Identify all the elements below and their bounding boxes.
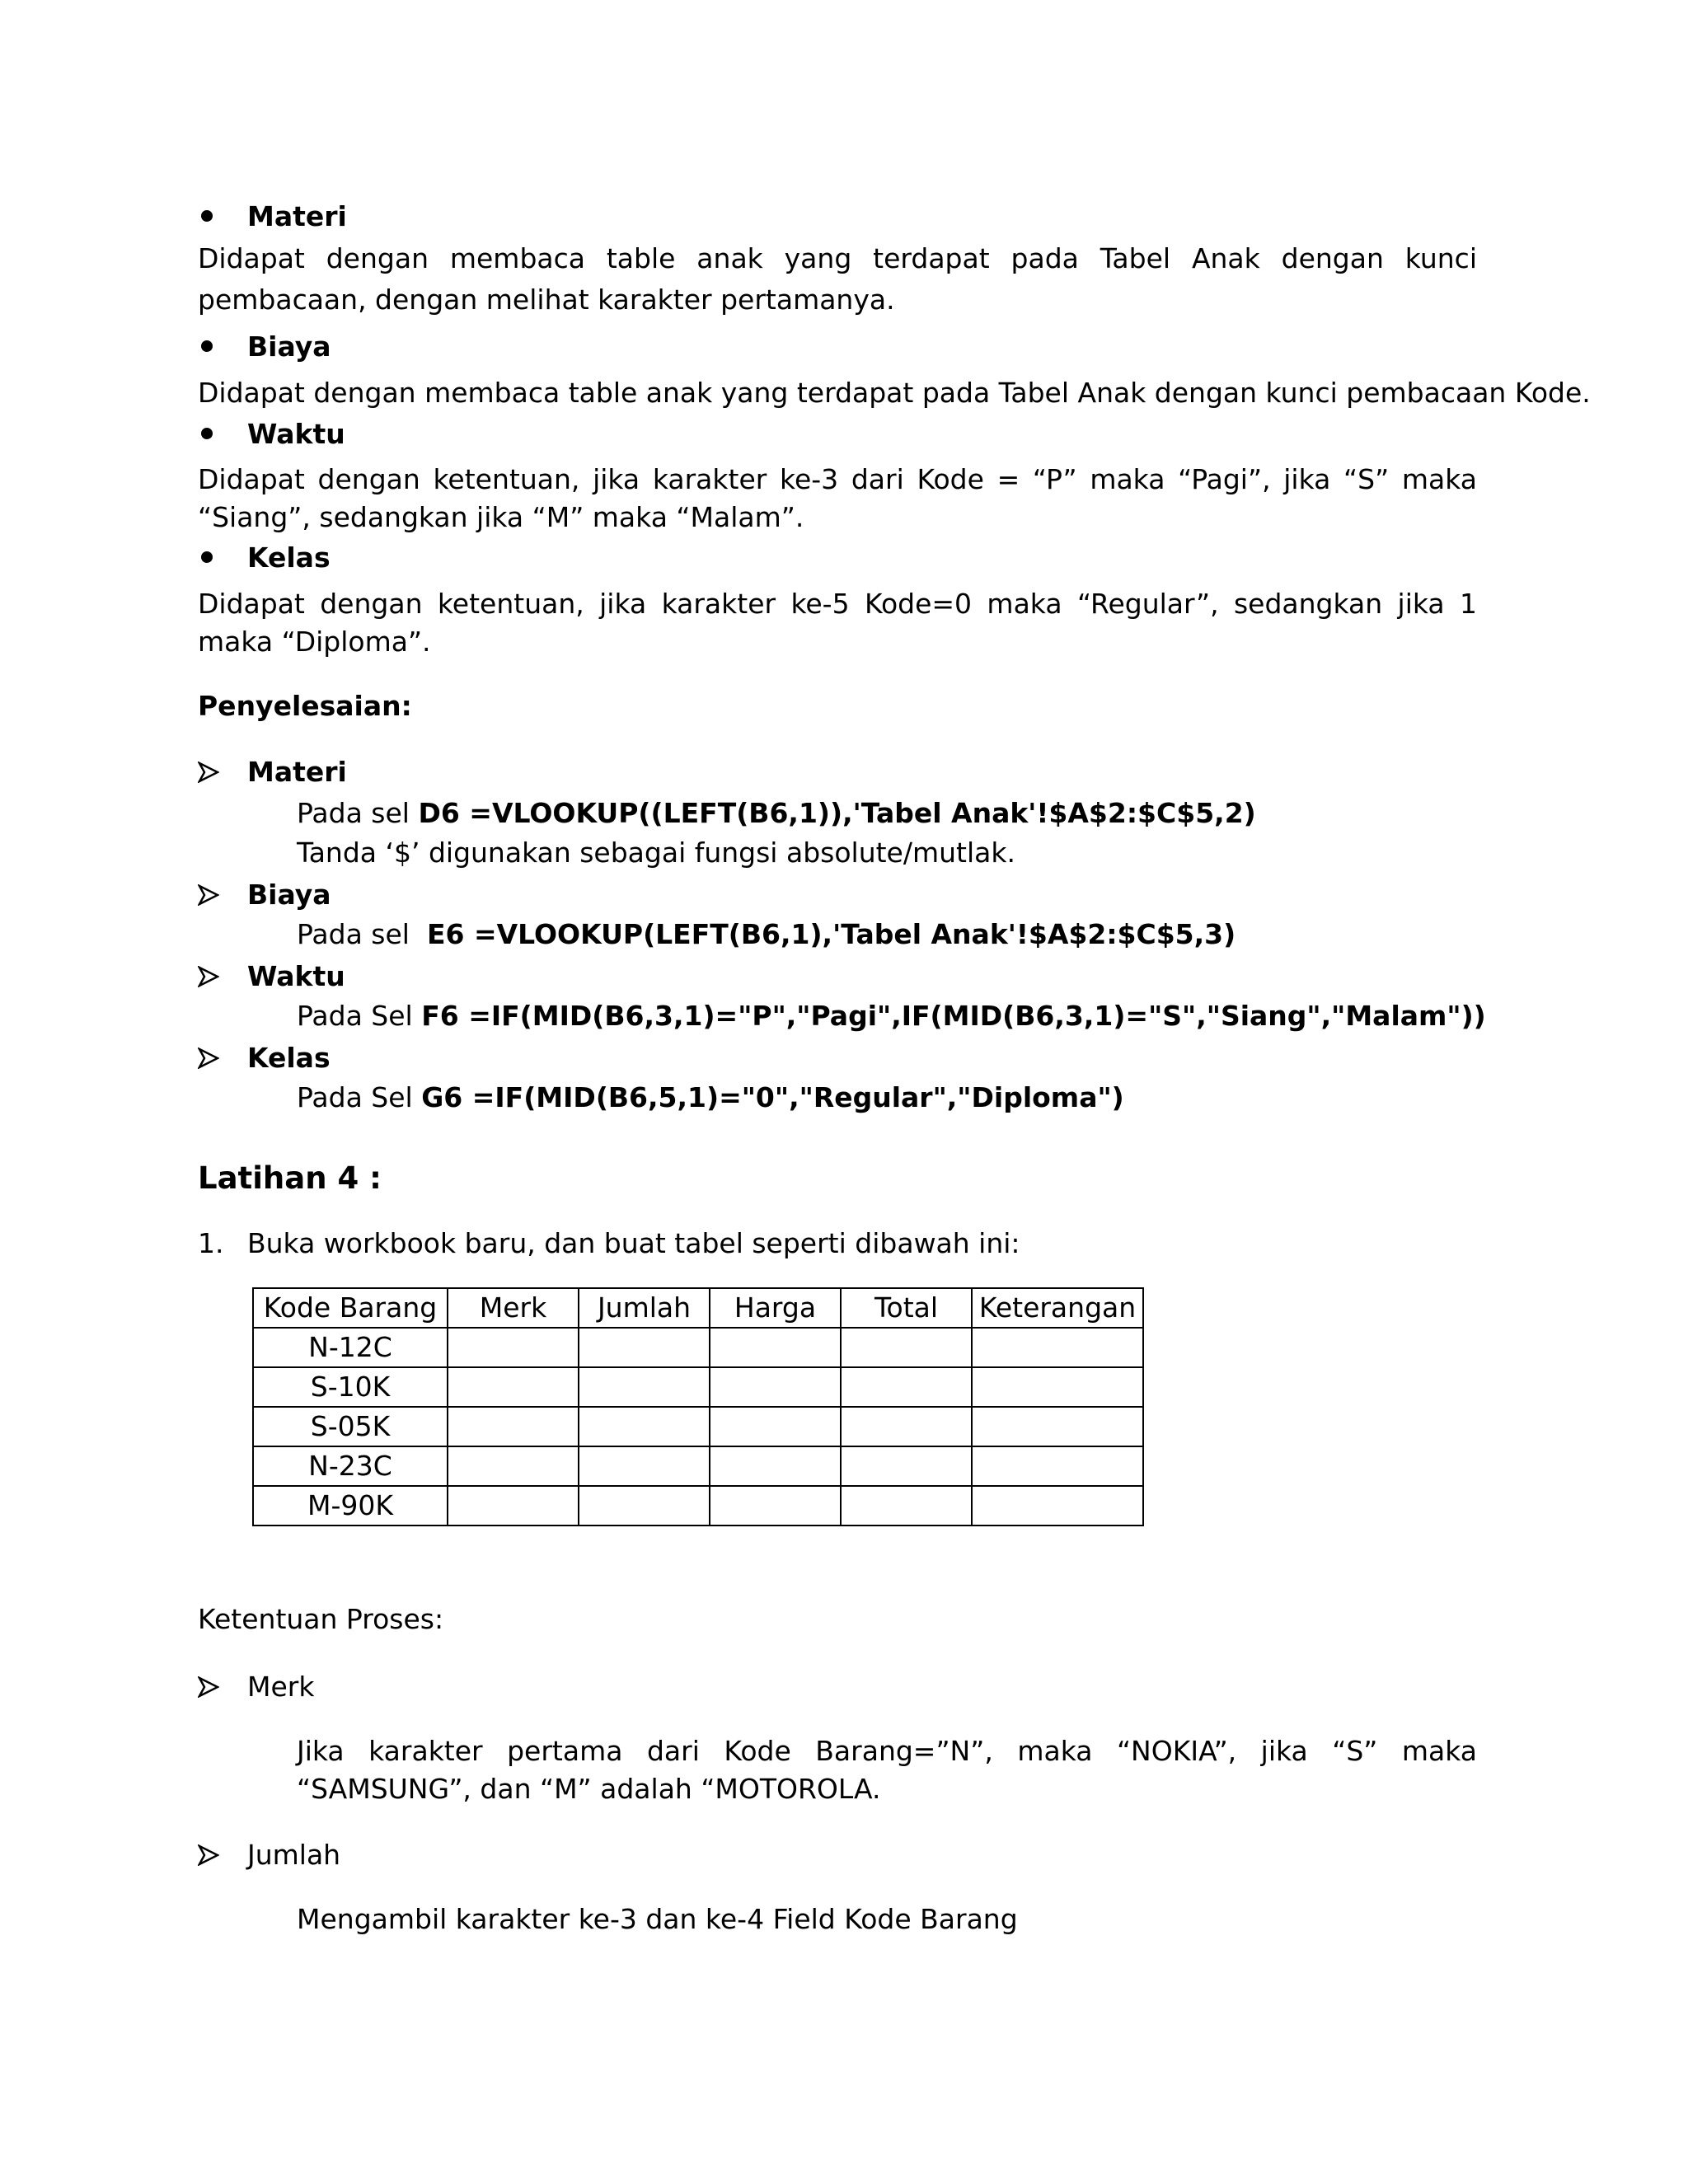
table-cell: [841, 1407, 972, 1446]
table-cell: [972, 1446, 1143, 1486]
table-cell: [841, 1486, 972, 1526]
formula-note: Tanda ‘$’ digunakan sebagai fungsi absolute/mutlak.: [297, 837, 1015, 869]
arrow-bullet-icon: [198, 753, 247, 783]
table-cell: [841, 1328, 972, 1367]
arrow-item-title: Merk: [247, 1671, 315, 1703]
table-header-cell: Keterangan: [972, 1288, 1143, 1328]
table-cell: [448, 1367, 579, 1407]
formula-text: G6 =IF(MID(B6,5,1)="0","Regular","Diploma"): [421, 1081, 1124, 1113]
paragraph-waktu: Didapat dengan ketentuan, jika karakter ke-3 dari Kode = “P” maka “Pagi”, jika “S” maka “Siang”, sedangkan jika “M” maka “Malam”.: [198, 463, 1477, 533]
formula-line-biaya: [297, 916, 1477, 954]
penyelesaian-heading: Penyelesaian:: [198, 690, 412, 722]
arrow-item-title: Kelas: [247, 1042, 331, 1074]
paragraph-kelas: Didapat dengan ketentuan, jika karakter ke-5 Kode=0 maka “Regular”, sedangkan jika 1 maka “Diploma”.: [198, 588, 1477, 658]
latihan-heading: Latihan 4 :: [198, 1160, 382, 1196]
table-cell: [710, 1446, 841, 1486]
merk-description: Jika karakter pertama dari Kode Barang=”N”, maka “NOKIA”, jika “S” maka “SAMSUNG”, dan “M” adalah “MOTOROLA.: [297, 1735, 1477, 1805]
table-row: [253, 1446, 1143, 1486]
formula-prefix: Pada Sel: [297, 1081, 422, 1113]
table-cell: [710, 1486, 841, 1526]
table-cell-kode: S-05K: [253, 1407, 448, 1446]
table-cell-kode: S-10K: [253, 1367, 448, 1407]
table-cell: [710, 1367, 841, 1407]
paragraph-materi: Didapat dengan membaca table anak yang terdapat pada Tabel Anak dengan kunci pembacaan, dengan melihat karakter pertamanya.: [198, 242, 1477, 316]
step-text: Buka workbook baru, dan buat tabel seperti dibawah ini:: [247, 1227, 1020, 1259]
table-cell: [579, 1367, 710, 1407]
paragraph-biaya: Didapat dengan membaca table anak yang terdapat pada Tabel Anak dengan kunci pembacaan Kode.: [198, 377, 1591, 409]
table-cell: [972, 1486, 1143, 1526]
table-cell: [579, 1446, 710, 1486]
formula-prefix: Pada sel: [297, 797, 419, 829]
bullet-title: Kelas: [247, 541, 331, 574]
bullet-dot-icon: [198, 415, 247, 453]
table-cell: [841, 1367, 972, 1407]
table-cell: [972, 1367, 1143, 1407]
step-number: 1.: [198, 1227, 224, 1259]
arrow-item-title: Jumlah: [247, 1839, 341, 1871]
table-cell: [448, 1328, 579, 1367]
arrow-bullet-icon: [198, 1039, 247, 1069]
table-cell: [972, 1328, 1143, 1367]
bullet-dot-icon: [198, 198, 247, 236]
arrow-item-title: Materi: [247, 756, 347, 788]
table-header-cell: Kode Barang: [253, 1288, 448, 1328]
arrow-bullet-icon: [198, 1836, 247, 1866]
table-cell: [448, 1486, 579, 1526]
table-row: [253, 1367, 1143, 1407]
arrow-bullet-icon: [198, 1668, 247, 1698]
table-header-cell: Harga: [710, 1288, 841, 1328]
bullet-title: Waktu: [247, 418, 345, 450]
formula-line-waktu: [297, 997, 1486, 1035]
formula-prefix: Pada sel: [297, 918, 427, 950]
table-header-cell: Merk: [448, 1288, 579, 1328]
table-cell: [448, 1446, 579, 1486]
table-cell: [972, 1407, 1143, 1446]
table-row: [253, 1486, 1143, 1526]
table-row: [253, 1328, 1143, 1367]
table-cell: [579, 1407, 710, 1446]
formula-text: D6 =VLOOKUP((LEFT(B6,1)),'Tabel Anak'!$A$2:$C$5,2): [418, 797, 1256, 829]
formula-text: E6 =VLOOKUP(LEFT(B6,1),'Tabel Anak'!$A$2:$C$5,3): [426, 918, 1236, 950]
kode-barang-table: [252, 1287, 1144, 1526]
formula-line-materi: [297, 794, 1477, 832]
arrow-item-title: Waktu: [247, 960, 345, 992]
table-cell: [710, 1328, 841, 1367]
table-cell: [579, 1328, 710, 1367]
table-cell: [710, 1407, 841, 1446]
formula-prefix: Pada Sel: [297, 1000, 422, 1032]
table-cell-kode: N-23C: [253, 1446, 448, 1486]
jumlah-description: Mengambil karakter ke-3 dan ke-4 Field Kode Barang: [297, 1903, 1018, 1935]
table-header-row: [253, 1288, 1143, 1328]
table-cell: [841, 1446, 972, 1486]
formula-text: F6 =IF(MID(B6,3,1)="P","Pagi",IF(MID(B6,3,1)="S","Siang","Malam")): [421, 1000, 1486, 1032]
table-cell: [448, 1407, 579, 1446]
bullet-dot-icon: [198, 328, 247, 366]
table-header-cell: Jumlah: [579, 1288, 710, 1328]
bullet-dot-icon: [198, 539, 247, 577]
table-cell-kode: N-12C: [253, 1328, 448, 1367]
formula-line-kelas: [297, 1079, 1477, 1117]
table-cell: [579, 1486, 710, 1526]
arrow-item-title: Biaya: [247, 879, 331, 911]
table-cell-kode: M-90K: [253, 1486, 448, 1526]
ketentuan-heading: Ketentuan Proses:: [198, 1603, 444, 1635]
arrow-bullet-icon: [198, 876, 247, 906]
arrow-bullet-icon: [198, 958, 247, 987]
bullet-title: Biaya: [247, 330, 331, 363]
table-row: [253, 1407, 1143, 1446]
table-header-cell: Total: [841, 1288, 972, 1328]
bullet-title: Materi: [247, 200, 347, 232]
